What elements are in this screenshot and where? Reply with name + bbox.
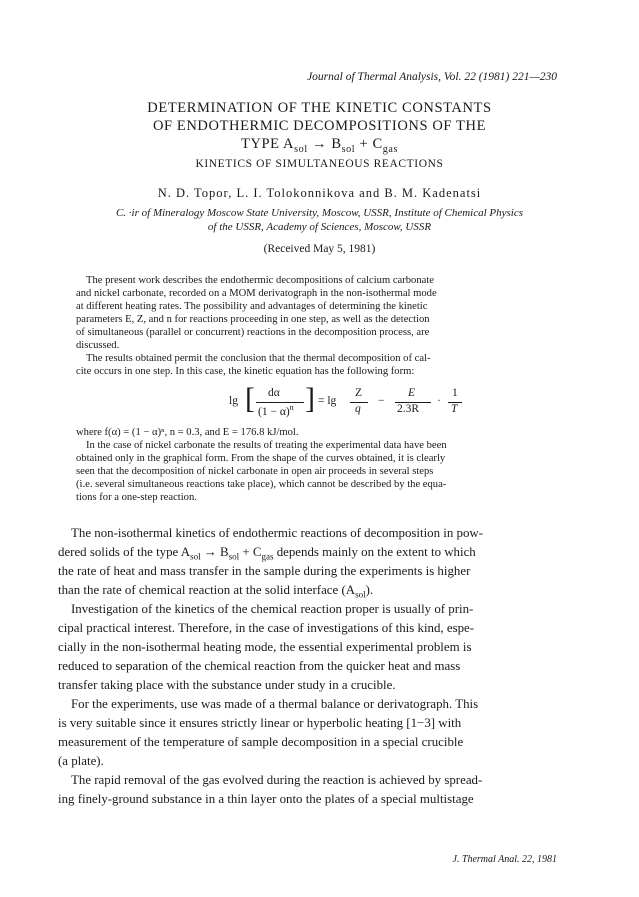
page-footer: J. Thermal Anal. 22, 1981	[452, 854, 557, 865]
abstract-line: The present work describes the endothermic decompositions of calcium carbonate	[86, 275, 435, 286]
body-line: The rapid removal of the gas evolved during the reaction is achieved by spread-	[71, 773, 483, 787]
body-line: measurement of the temperature of sample decomposition in a special crucible	[58, 735, 464, 749]
subtitle: KINETICS OF SIMULTANEOUS REACTIONS	[195, 158, 444, 170]
received-date: (Received May 5, 1981)	[263, 243, 376, 255]
eq-den-2-3r: 2.3R	[397, 403, 420, 415]
body-line: cipal practical interest. Therefore, in the case of investigations of this kind, espe-	[58, 621, 475, 635]
eq-num-dalpha: dα	[268, 387, 280, 399]
body-line: ing finely-ground substance in a thin layer onto the plates of a special multistage	[58, 792, 474, 806]
eq-den-q: q	[355, 403, 361, 415]
abstract-line: The results obtained permit the conclusion that the thermal decomposition of cal-	[86, 353, 431, 364]
title-line-1: DETERMINATION OF THE KINETIC CONSTANTS	[147, 100, 492, 116]
body-line: the rate of heat and mass transfer in the sample during the experiments is higher	[58, 564, 471, 578]
journal-header: Journal of Thermal Analysis, Vol. 22 (1981) 221—230	[307, 71, 557, 83]
abstract-line: parameters E, Z, and n for reactions proceeding in one step, as well as the detection	[76, 314, 430, 325]
affiliation-line-1: C. ·ir of Mineralogy Moscow State University, Moscow, USSR, Institute of Chemical Physics	[115, 207, 524, 219]
eq-num-z: Z	[355, 387, 363, 399]
body-line: transfer taking place with the substance under study in a crucible.	[58, 678, 396, 692]
abstract-line: at different heating rates. The possibility and advantages of determining the kinetic	[76, 301, 428, 312]
eq-den-t: T	[451, 403, 458, 415]
eq-num-1: 1	[452, 387, 458, 399]
abstract-where: where f(α) = (1 − α)ⁿ, n = 0.3, and E = 176.8 kJ/mol.	[76, 427, 299, 438]
body-line: The non-isothermal kinetics of endothermic reactions of decomposition in pow-	[71, 526, 484, 540]
abstract-line: tions for a one-step reaction.	[76, 492, 197, 503]
eq-minus: −	[378, 395, 385, 407]
title-line-2: OF ENDOTHERMIC DECOMPOSITIONS OF THE	[152, 118, 487, 134]
affiliation-line-2: of the USSR, Academy of Sciences, Moscow, USSR	[207, 221, 432, 233]
abstract-line: discussed.	[76, 340, 120, 351]
eq-equals-lg: = lg	[318, 395, 337, 407]
body-line: than the rate of chemical reaction at the solid interface $(A_{sol})$.	[58, 583, 374, 600]
body-line: For the experiments, use was made of a thermal balance or derivatograph. This	[71, 697, 479, 711]
abstract-line: and nickel carbonate, recorded on a MOM derivatograph in the non-isothermal mode	[76, 288, 437, 299]
body-line: is very suitable since it ensures strictly linear or hyperbolic heating [1−3] with	[58, 716, 462, 730]
abstract-line: of simultaneous (parallel or concurrent) reactions in the decomposition process, are	[76, 327, 430, 338]
eq-den-1: $(1 - \alpha)^n$	[258, 403, 294, 418]
abstract-line: seen that the decomposition of nickel carbonate in open air proceeds in several steps	[76, 466, 434, 477]
abstract-line: cite occurs in one step. In this case, the kinetic equation has the following form:	[76, 366, 415, 377]
eq-lg: lg	[229, 395, 238, 407]
body-line: (a plate).	[58, 754, 104, 768]
eq-bracket-left: [	[245, 382, 255, 415]
body-line: dered solids of the type $A_{sol} \to B_{sol} + C_{gas}$ depends mainly on the extent to which	[58, 545, 476, 562]
authors: N. D. Topor, L. I. Tolokonnikova and B. M. Kadenatsi	[157, 186, 482, 200]
abstract-line: obtained only in the graphical form. From the shape of the curves obtained, it is clearly	[76, 453, 446, 464]
title-line-3: TYPE $A_{sol} \to B_{sol} + C_{gas}$	[240, 136, 399, 155]
eq-num-e: E	[408, 387, 416, 399]
body-line: cially in the non-isothermal heating mode, the essential experimental problem is	[58, 640, 472, 654]
kinetic-equation	[0, 383, 639, 423]
body-line: reduced to separation of the chemical reaction from the quicker heat and mass	[58, 659, 461, 673]
abstract-line: (i.e. several simultaneous reactions take place), which cannot be described by the equa-	[76, 479, 447, 490]
abstract-line: In the case of nickel carbonate the results of treating the experimental data have been	[86, 440, 447, 451]
eq-dot: ·	[437, 395, 441, 407]
body-line: Investigation of the kinetics of the chemical reaction proper is usually of prin-	[71, 602, 474, 616]
eq-bracket-right: ]	[305, 382, 315, 415]
